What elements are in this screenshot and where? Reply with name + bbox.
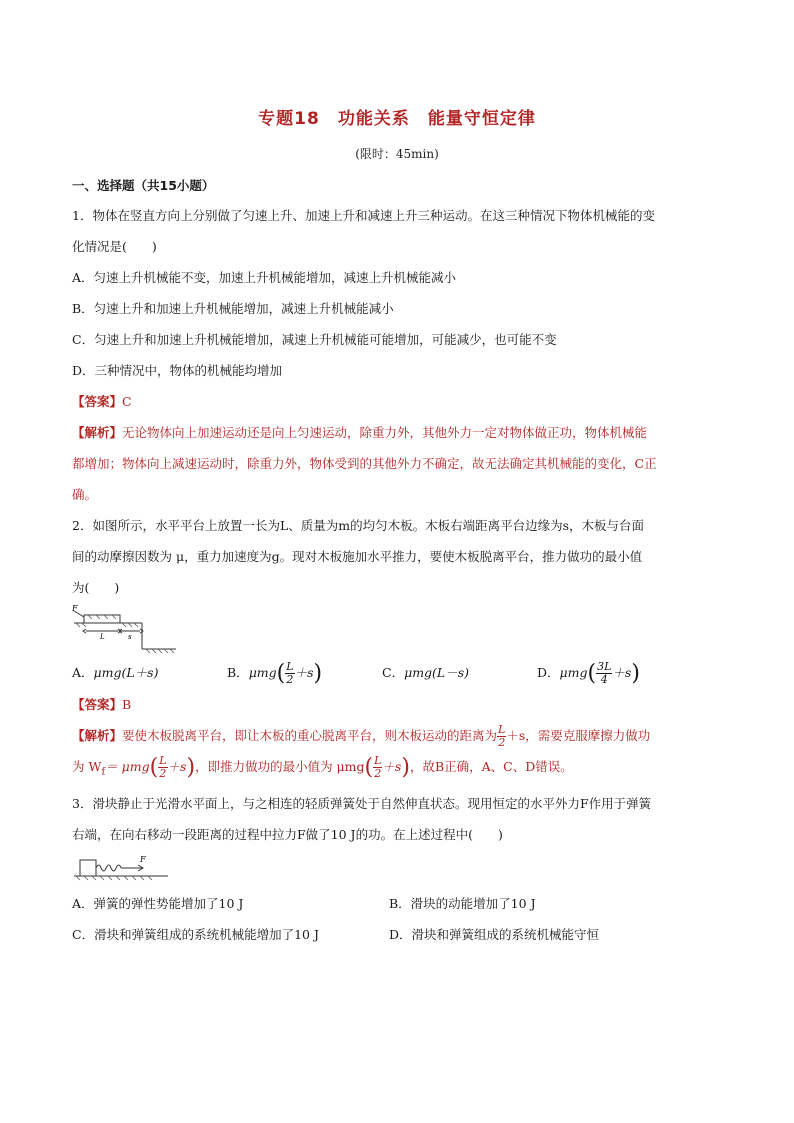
q1-answer-value: C	[122, 394, 132, 409]
analysis-expr: ＝ μmg	[105, 759, 150, 774]
q3-option-a: A．弹簧的弹性势能增加了10 J	[72, 895, 244, 911]
q1-option-d: D．三种情况中，物体的机械能均增加	[72, 363, 283, 378]
answer-tag: 【答案】	[72, 697, 123, 712]
q2-stem-line2: 间的动摩擦因数为 μ，重力加速度为g。现对木板施加水平推力，要使木板脱离平台，推力做功的最小值	[72, 549, 643, 564]
q2-analysis-line2: 为 $W_f= \mu mg$( $\frac{L}{2}$ ＋s)，即推力做功的最小值为 μmg( $\frac{L}{2}$ ＋s)，故B正确，A、C、D错误。	[72, 754, 573, 780]
option-expr: μmg(L＋s)	[93, 665, 159, 680]
q2-answer-value: B	[122, 697, 132, 712]
distance-label-s: s	[128, 633, 132, 641]
block-spring-diagram	[72, 850, 172, 884]
analysis-tag: 【解析】	[72, 728, 123, 743]
analysis-text: 要使木板脱离平台，即让木板的重心脱离平台，则木板运动的距离为	[122, 728, 498, 743]
q2-figure	[72, 603, 727, 657]
length-label-l: L	[100, 633, 105, 641]
force-label-f: F	[72, 604, 78, 613]
q2-answer	[72, 689, 727, 720]
q1-analysis-line2: 都增加；物体向上减速运动时，除重力外，物体受到的其他外力不确定，故无法确定其机械能的变化，C正	[72, 456, 657, 471]
q1-option-b: B．匀速上升和加速上升机械能增加，减速上升机械能减小	[72, 301, 394, 316]
denominator: 4	[600, 673, 608, 686]
q1-option-a: A．匀速上升机械能不变，加速上升机械能增加，减速上升机械能减小	[72, 270, 457, 285]
time-limit: (限时：45min)	[355, 147, 439, 161]
q3-stem-line2: 右端，在向右移动一段距离的过程中拉力F做了10 J的功。在上述过程中( )	[72, 826, 503, 842]
option-label: A．	[72, 665, 94, 680]
numerator: 3L	[597, 660, 612, 673]
denominator: 2	[374, 767, 382, 780]
subscript: f	[101, 765, 106, 778]
analysis-text: ，即推力做功的最小值为 μmg	[195, 759, 365, 774]
option-expr: ＋s	[294, 665, 314, 680]
q2-option-c	[382, 657, 537, 689]
platform-plank-diagram	[72, 603, 182, 655]
option-expr: ＋s	[612, 665, 632, 680]
answer-tag: 【答案】	[72, 394, 123, 409]
q1-analysis-line3: 确。	[72, 487, 98, 502]
analysis-text: ，故B正确，A、C、D错误。	[409, 759, 573, 774]
q1-answer	[72, 386, 727, 417]
q1-analysis-line1	[72, 417, 727, 448]
q3-figure	[72, 850, 727, 888]
q3-option-c: C．滑块和弹簧组成的系统机械能增加了10 J	[72, 926, 319, 942]
force-label-f: F	[140, 854, 146, 864]
q2-option-d: D．μmg( $\frac{3L}{4}$ ＋s)	[537, 660, 640, 686]
option-label: C．	[382, 665, 405, 680]
fraction	[158, 755, 167, 780]
q2-option-a	[72, 657, 227, 689]
q2-options	[72, 657, 727, 689]
analysis-tag: 【解析】	[72, 425, 123, 440]
fraction	[596, 661, 612, 686]
q3-option-b: B．滑块的动能增加了10 J	[389, 895, 536, 911]
option-expr: μmg	[559, 665, 588, 680]
analysis-expr: ＋s	[382, 759, 402, 774]
q2-stem-line1: 2．如图所示，水平平台上放置一长为L、质量为m的均匀木板。木板右端距离平台边缘为s，木板与台面	[72, 518, 645, 533]
q1-option-c: C．匀速上升和加速上升机械能增加，减速上升机械能可能增加，可能减少，也可能不变	[72, 332, 557, 347]
denominator: 2	[286, 673, 294, 686]
q3-options-row2	[72, 919, 727, 950]
numerator: L	[286, 660, 294, 673]
question-list	[72, 200, 727, 950]
numerator: L	[498, 723, 506, 736]
fraction	[285, 661, 294, 686]
analysis-text: 为 W	[72, 759, 102, 774]
q3-option-d: D．滑块和弹簧组成的系统机械能守恒	[389, 926, 600, 942]
q3-stem-line1: 3．滑块静止于光滑水平面上，与之相连的轻质弹簧处于自然伸直状态。现用恒定的水平外力F作用于弹簧	[72, 795, 652, 811]
denominator: 2	[159, 767, 167, 780]
q2-stem-line3: 为( )	[72, 580, 120, 595]
fraction	[497, 724, 506, 749]
option-expr: μmg	[248, 665, 277, 680]
option-expr: μmg(L－s)	[404, 665, 470, 680]
denominator: 2	[498, 736, 506, 749]
q3-options-row1	[72, 888, 727, 919]
option-label: B．	[227, 665, 249, 680]
q2-option-b: B．μmg( $\frac{L}{2}$ ＋s)	[227, 660, 323, 686]
numerator: L	[159, 754, 167, 767]
page-title: 专题18 功能关系 能量守恒定律	[258, 109, 536, 129]
q1-analysis-text1: 无论物体向上加速运动还是向上匀速运动，除重力外，其他外力一定对物体做正功，物体机械能	[122, 425, 648, 440]
section-heading: 一、选择题（共15小题）	[72, 178, 215, 193]
numerator: L	[374, 754, 382, 767]
q2-analysis-line1	[72, 720, 727, 751]
q1-stem-line1: 1．物体在竖直方向上分别做了匀速上升、加速上升和减速上升三种运动。在这三种情况下物体机械能的变	[72, 208, 655, 223]
option-label: D．	[537, 665, 560, 680]
analysis-text: ＋s，需要克服摩擦力做功	[506, 728, 651, 743]
analysis-expr: ＋s	[167, 759, 187, 774]
q1-stem-line2: 化情况是( )	[72, 239, 157, 254]
